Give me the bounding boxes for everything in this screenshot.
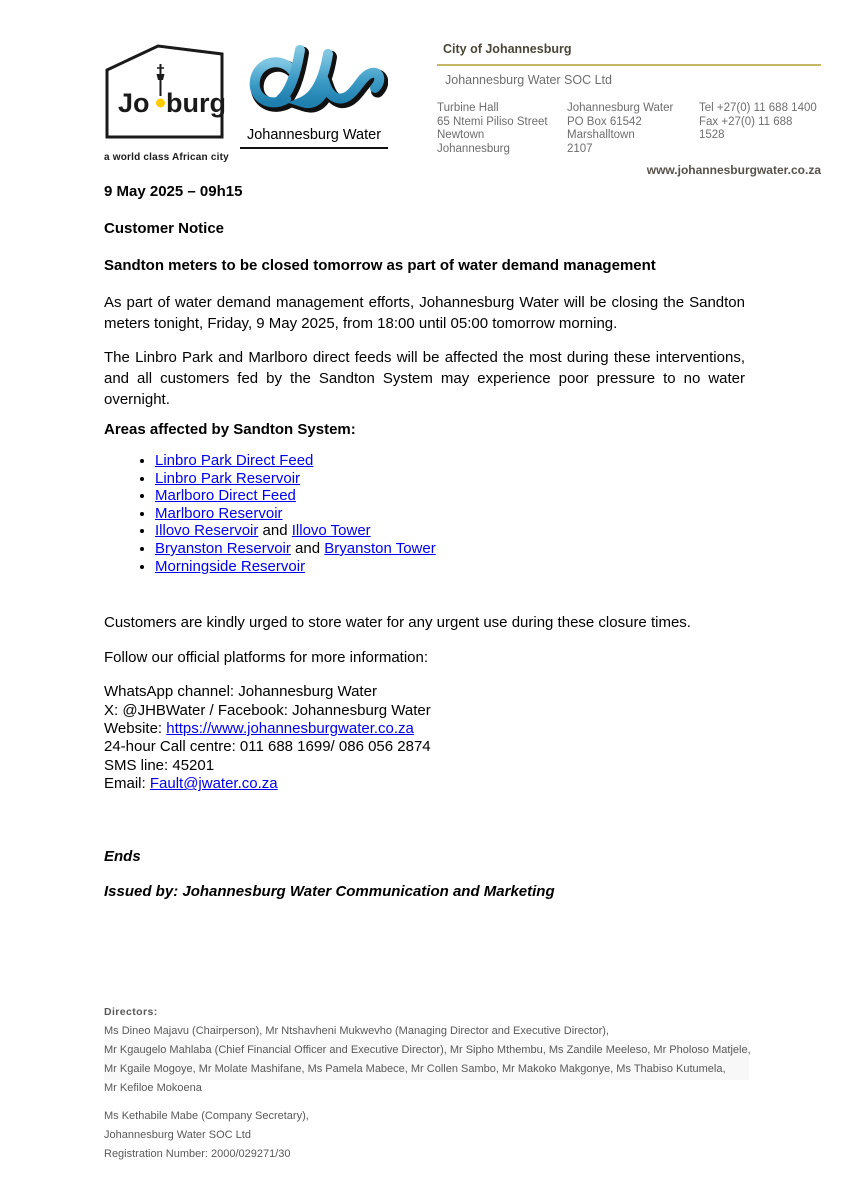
address-phones (699, 102, 821, 156)
area-item (155, 470, 745, 488)
store-water-note: Customers are kindly urged to store water for any urgent use during these closure times. (104, 614, 691, 632)
areas-list (104, 452, 745, 575)
text-segment: and (290, 539, 325, 557)
registration-number: Registration Number: 2000/029271/30 (104, 1148, 291, 1160)
contact-line (104, 720, 745, 738)
areas-heading: Areas affected by Sandton System: (104, 421, 356, 438)
contact-block (104, 683, 745, 793)
address-postal (567, 102, 699, 156)
joburg-logo-text-right: burg (166, 88, 226, 118)
text-segment: SMS line: 45201 (104, 756, 215, 774)
line: 65 Ntemi Piliso Street (437, 115, 548, 128)
paragraph-1: As part of water demand management efforts, Johannesburg Water will be closing the Sandton meters tonight, Friday, 9 May 2025, from 18:00 until 05:00 tomorrow morning. (104, 294, 745, 332)
line: Mr Kefiloe Mokoena (104, 1082, 202, 1094)
address-columns (437, 102, 821, 156)
text-segment: 24-hour Call centre: 011 688 1699/ 086 056 2874 (104, 738, 431, 756)
joburg-tagline: a world class African city (104, 152, 229, 163)
line: Fax +27(0) 11 688 1528 (699, 115, 793, 141)
date-line: 9 May 2025 – 09h15 (104, 183, 243, 200)
contact-line (104, 757, 745, 775)
text-segment: Email: (104, 775, 150, 793)
text-segment: and (258, 522, 292, 540)
headline: Sandton meters to be closed tomorrow as part of water demand management (104, 257, 656, 274)
jw-wave-logo-icon (240, 40, 388, 120)
inline-link[interactable]: Bryanston Reservoir (155, 539, 291, 557)
notice-body (104, 181, 745, 918)
line: Tel +27(0) 11 688 1400 (699, 102, 817, 114)
org-name: City of Johannesburg (443, 42, 572, 56)
contact-line (104, 683, 745, 701)
inline-link[interactable]: https://www.johannesburgwater.co.za (166, 719, 414, 737)
line: Ms Dineo Majavu (Chairperson), Mr Ntshavheni Mukwevho (Managing Director and Executive Director), (104, 1025, 609, 1037)
johannesburg-water-logo (240, 40, 388, 149)
line: Johannesburg Water (567, 102, 674, 114)
text-segment: Website: (104, 719, 167, 737)
text-segment: WhatsApp channel: Johannesburg Water (104, 683, 377, 701)
inline-link[interactable]: Bryanston Tower (324, 539, 436, 557)
website-url: www.johannesburgwater.co.za (646, 163, 821, 177)
line: Mr Kgaile Mogoye, Mr Molate Mashifane, Ms Pamela Mabece, Mr Collen Sambo, Mr Makoko Makgonye, Ms Thabiso Kutumela, (104, 1063, 726, 1075)
line: Turbine Hall (437, 102, 499, 114)
jw-logo-label: Johannesburg Water (240, 127, 388, 149)
joburg-logo-icon (104, 42, 226, 141)
director-lines (104, 1022, 764, 1098)
inline-link[interactable]: Fault@jwater.co.za (149, 775, 278, 793)
line: Mr Kgaugelo Mahlaba (Chief Financial Officer and Executive Director), Mr Sipho Mthembu, Ms Zandile Meeleso, Mr Pholoso Matjele, (104, 1044, 751, 1056)
paragraph-2: The Linbro Park and Marlboro direct feeds will be affected the most during these interventions, and all customers fed by the Sandton System may experience poor pressure to no water overnight. (104, 349, 745, 408)
gold-rule (437, 64, 821, 66)
joburg-logo-text-left: Jo (118, 88, 150, 118)
area-item (155, 558, 745, 576)
header-contact-block (437, 42, 821, 177)
inline-link[interactable]: Marlboro Direct Feed (155, 487, 296, 505)
joburg-yellow-dot (156, 99, 165, 108)
inline-link[interactable]: Morningside Reservoir (155, 557, 306, 575)
contact-line (104, 738, 745, 756)
line: Marshalltown (567, 129, 635, 141)
notice-label: Customer Notice (104, 220, 225, 237)
address-street (437, 102, 567, 156)
line: 2107 (567, 142, 593, 155)
area-item (155, 487, 745, 505)
footer (104, 1003, 764, 1164)
ends-marker: Ends (104, 847, 141, 865)
follow-note: Follow our official platforms for more information: (104, 649, 429, 667)
joburg-city-logo (104, 42, 229, 163)
contact-line (104, 775, 745, 793)
directors-label: Directors: (104, 1006, 158, 1018)
inline-link[interactable]: Illovo Reservoir (155, 522, 259, 540)
line: Newtown (437, 129, 485, 141)
area-item (155, 522, 745, 540)
contact-line (104, 702, 745, 720)
inline-link[interactable]: Linbro Park Direct Feed (155, 452, 314, 469)
inline-link[interactable]: Marlboro Reservoir (155, 504, 283, 522)
area-item (155, 540, 745, 558)
area-item (155, 452, 745, 470)
company-secretary: Ms Kethabile Mabe (Company Secretary), (104, 1110, 309, 1122)
inline-link[interactable]: Linbro Park Reservoir (155, 469, 301, 487)
line: Johannesburg (437, 142, 510, 155)
area-item (155, 505, 745, 523)
issued-by: Issued by: Johannesburg Water Communication and Marketing (104, 882, 555, 900)
footer-company: Johannesburg Water SOC Ltd (104, 1129, 251, 1141)
text-segment: X: @JHBWater / Facebook: Johannesburg Water (104, 701, 431, 719)
inline-link[interactable]: Illovo Tower (291, 522, 371, 540)
company-name: Johannesburg Water SOC Ltd (445, 73, 612, 87)
line: PO Box 61542 (567, 115, 642, 128)
